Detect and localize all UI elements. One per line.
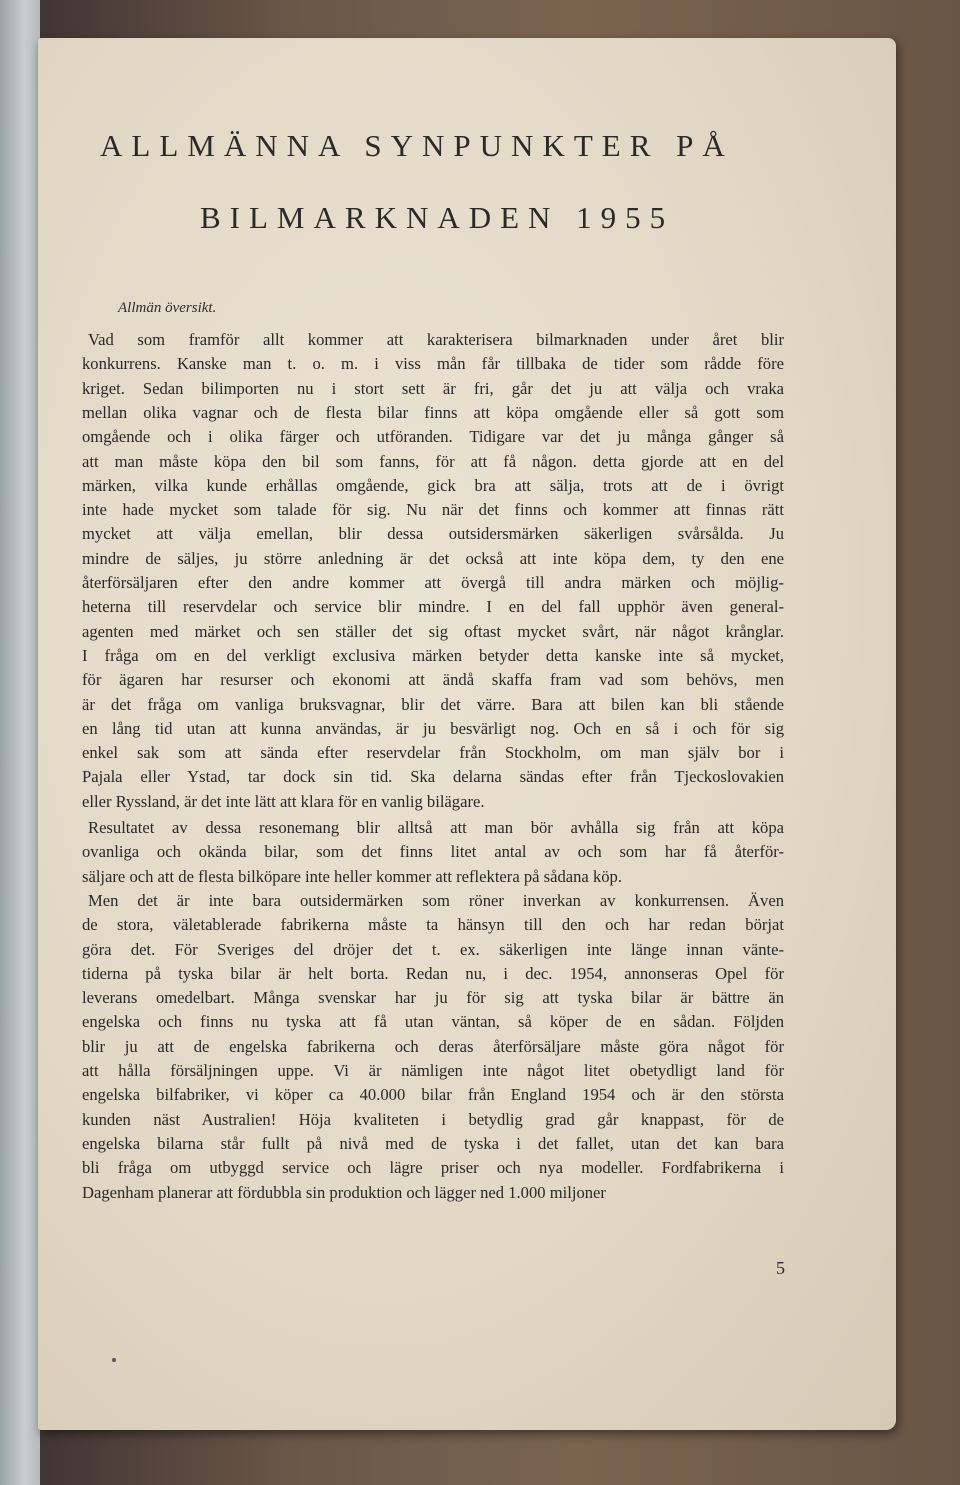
text-line: engelska bilfabriker, vi köper ca 40.000 bilar från England 1954 och är den största xyxy=(82,1085,784,1105)
page-number: 5 xyxy=(776,1258,785,1278)
text-line: Men det är inte bara outsidermärken som röner inverkan av konkurrensen. Även xyxy=(88,890,784,910)
text-line: enkel sak som att sända efter reservdelar från Stockholm, om man själv bor i xyxy=(82,743,784,763)
text-line: Resultatet av dessa resonemang blir alltså att man bör avhålla sig från att köpa xyxy=(88,818,784,837)
text-line: tiderna på tyska bilar är helt borta. Redan nu, i dec. 1954, annonseras Opel för xyxy=(82,963,784,983)
text-line: göra det. För Sveriges del dröjer det t. ex. säkerligen inte länge innan vänte- xyxy=(82,939,784,959)
ink-speck xyxy=(112,1358,116,1362)
text-line: ovanliga och okända bilar, som det finns litet antal av och som har få återför- xyxy=(82,842,784,862)
page-title-line-2: BILMARKNADEN 1955 xyxy=(200,200,675,235)
text-line: att man måste köpa den bil som fanns, för att få någon. detta gjorde att en del xyxy=(82,451,784,471)
text-line: är det fråga om vanliga bruksvagnar, blir det värre. Bara att bilen kan bli stående xyxy=(82,694,784,714)
text-line: Vad som framför allt kommer att karakterisera bilmarknaden under året blir xyxy=(88,330,784,349)
text-line: engelska bilarna står fullt på nivå med de tyska i det fallet, utan det kan bara xyxy=(82,1133,784,1153)
text-line: bli fråga om utbyggd service och lägre priser och nya modeller. Fordfabrikerna i xyxy=(82,1158,784,1178)
page-title-line-1: ALLMÄNNA SYNPUNKTER PÅ xyxy=(100,128,734,163)
text-line: kunden näst Australien! Höja kvaliteten i betydlig grad går knappast, för de xyxy=(82,1109,784,1129)
previous-page-edge xyxy=(0,0,40,1485)
text-line: för ägaren har resurser och ekonomi att ändå skaffa fram vad som behövs, men xyxy=(82,670,784,690)
text-line: märken, vilka kunde erhållas omgående, gick bra att sälja, trots att de i övrigt xyxy=(82,475,784,495)
text-line: Dagenham planerar att fördubbla sin produktion och lägger ned 1.000 miljoner xyxy=(82,1182,606,1202)
section-subheading: Allmän översikt. xyxy=(118,300,217,316)
text-line: säljare och att de flesta bilköpare inte heller kommer att reflektera på sådana köp. xyxy=(82,866,622,886)
text-line: I fråga om en del verkligt exclusiva märken betyder detta kanske inte så mycket, xyxy=(82,645,784,665)
text-line: att hålla försäljningen uppe. Vi är nämligen inte något litet obetydligt land för xyxy=(82,1061,784,1080)
text-line: eller Ryssland, är det inte lätt att klara för en vanlig bilägare. xyxy=(82,791,485,811)
text-line: en lång tid utan att kunna användas, är ju besvärligt nog. Och en så i och för sig xyxy=(82,718,784,738)
text-line: mycket att välja emellan, blir dessa outsidersmärken säkerligen svårsålda. Ju xyxy=(82,524,784,544)
text-line: återförsäljaren efter den andre kommer att övergå till andra märken och möjlig- xyxy=(82,573,784,592)
text-line: konkurrens. Kanske man t. o. m. i viss mån får tillbaka de tider som rådde före xyxy=(82,354,784,374)
text-line: mindre de säljes, ju större anledning är det också att inte köpa dem, ty den ene xyxy=(82,548,784,568)
text-line: leverans omedelbart. Många svenskar har ju för sig att tyska bilar är bättre än xyxy=(82,988,784,1008)
text-line: omgående och i olika färger och utföranden. Tidigare var det ju många gånger så xyxy=(82,427,784,447)
text-line: engelska och finns nu tyska att få utan väntan, så köper de en sådan. Följden xyxy=(82,1012,784,1032)
text-line: blir ju att de engelska fabrikerna och deras återförsäljare måste göra något för xyxy=(82,1036,784,1056)
text-line: kriget. Sedan bilimporten nu i stort sett är fri, går det ju att välja och vraka xyxy=(82,378,784,398)
text-line: agenten med märket och sen ställer det sig oftast mycket svårt, när något krånglar. xyxy=(82,621,784,641)
text-line: inte hade mycket som talade för sig. Nu när det finns och kommer att finnas rätt xyxy=(82,500,784,520)
text-line: Pajala eller Ystad, tar dock sin tid. Ska delarna sändas efter från Tjeckoslovakien xyxy=(82,767,784,787)
text-line: heterna till reservdelar och service blir mindre. I en del fall upphör även general- xyxy=(82,597,784,617)
text-line: mellan olika vagnar och de flesta bilar finns att köpa omgående eller så gott som xyxy=(82,402,784,422)
text-line: de stora, väletablerade fabrikerna måste ta hänsyn till den och har redan börjat xyxy=(82,915,784,935)
